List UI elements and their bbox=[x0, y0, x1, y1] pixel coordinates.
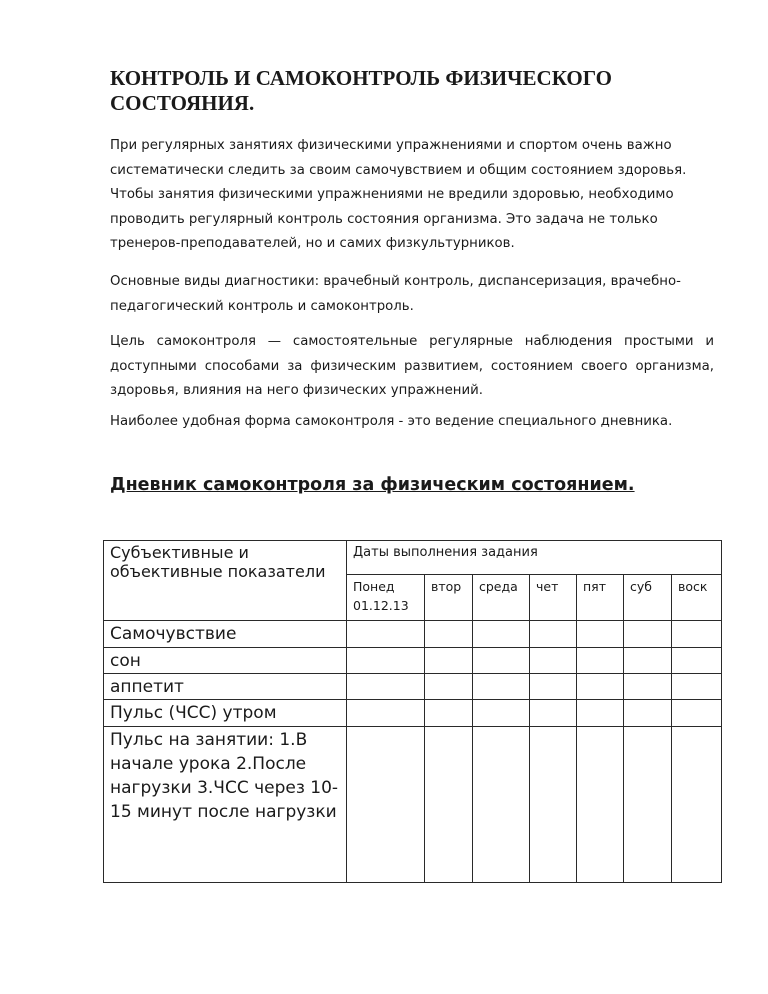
table-cell bbox=[347, 621, 425, 648]
table-cell bbox=[530, 674, 577, 700]
day-label: втор bbox=[431, 579, 462, 594]
table-cell bbox=[672, 727, 722, 883]
header-indicators: Субъективные и объективные показатели bbox=[104, 541, 347, 621]
table-cell bbox=[425, 621, 473, 648]
table-cell bbox=[473, 648, 530, 674]
day-header-tue bbox=[425, 575, 473, 621]
table-cell bbox=[577, 727, 624, 883]
indicator-morning-pulse: Пульс (ЧСС) утром bbox=[104, 700, 347, 727]
table-cell bbox=[347, 727, 425, 883]
indicator-workout-pulse: Пульс на занятии: 1.В начале урока 2.После нагрузки 3.ЧСС через 10-15 минут после нагрузки bbox=[104, 727, 347, 883]
indicator-wellbeing: Самочувствие bbox=[104, 621, 347, 648]
table-cell bbox=[624, 727, 672, 883]
day-date: 01.12.13 bbox=[353, 598, 409, 613]
table-cell bbox=[624, 674, 672, 700]
table-row bbox=[104, 727, 722, 883]
table-cell bbox=[425, 674, 473, 700]
table-cell bbox=[530, 621, 577, 648]
table-header-row bbox=[104, 541, 722, 575]
table-cell bbox=[530, 700, 577, 727]
day-label: Понед bbox=[353, 579, 395, 594]
table-cell bbox=[347, 700, 425, 727]
day-header-fri bbox=[577, 575, 624, 621]
table-cell bbox=[347, 674, 425, 700]
day-header-sat bbox=[624, 575, 672, 621]
table-cell bbox=[672, 621, 722, 648]
paragraph-goal: Цель самоконтроля — самостоятельные регулярные наблюдения простыми и доступными способами за физическим развитием, состоянием своего организма, здоровья, влияния на него физических упражнений. bbox=[110, 334, 714, 398]
page-title: КОНТРОЛЬ И САМОКОНТРОЛЬ ФИЗИЧЕСКОГО СОСТОЯНИЯ. bbox=[110, 66, 612, 115]
table-cell bbox=[425, 648, 473, 674]
table-cell bbox=[473, 621, 530, 648]
table-cell bbox=[473, 727, 530, 883]
table-cell bbox=[347, 648, 425, 674]
paragraph-diagnostics: Основные виды диагностики: врачебный контроль, диспансеризация, врачебно-педагогический контроль и самоконтроль. bbox=[110, 274, 681, 314]
day-header-thu bbox=[530, 575, 577, 621]
indicator-appetite: аппетит bbox=[104, 674, 347, 700]
table-cell bbox=[577, 648, 624, 674]
table-cell bbox=[425, 700, 473, 727]
day-label: чет bbox=[536, 579, 559, 594]
diary-table bbox=[103, 540, 722, 883]
table-cell bbox=[530, 648, 577, 674]
table-cell bbox=[425, 727, 473, 883]
table-cell bbox=[672, 674, 722, 700]
indicator-sleep: сон bbox=[104, 648, 347, 674]
day-header-wed bbox=[473, 575, 530, 621]
table-cell bbox=[473, 700, 530, 727]
table-cell bbox=[577, 674, 624, 700]
table-cell bbox=[672, 700, 722, 727]
paragraph-intro: При регулярных занятиях физическими упражнениями и спортом очень важно систематически следить за своим самочувствием и общим состоянием здоровья. Чтобы занятия физическими упражнениями не вредили здоровью, необходимо проводить регулярный контроль состояния организма. Это задача не только тренеров-преподавателей, но и самих физкультурников. bbox=[110, 138, 687, 251]
table-cell bbox=[530, 727, 577, 883]
table-row bbox=[104, 700, 722, 727]
table-cell bbox=[577, 621, 624, 648]
table-cell bbox=[624, 700, 672, 727]
table-cell bbox=[473, 674, 530, 700]
table-row bbox=[104, 621, 722, 648]
day-header-mon bbox=[347, 575, 425, 621]
day-label: суб bbox=[630, 579, 652, 594]
day-label: пят bbox=[583, 579, 606, 594]
day-label: среда bbox=[479, 579, 518, 594]
table-cell bbox=[624, 621, 672, 648]
table-row bbox=[104, 674, 722, 700]
header-dates: Даты выполнения задания bbox=[347, 541, 722, 575]
paragraph-diary-form: Наиболее удобная форма самоконтроля - это ведение специального дневника. bbox=[110, 414, 673, 429]
day-label: воск bbox=[678, 579, 708, 594]
table-row bbox=[104, 648, 722, 674]
table-cell bbox=[577, 700, 624, 727]
table-cell bbox=[672, 648, 722, 674]
table-cell bbox=[624, 648, 672, 674]
diary-title: Дневник самоконтроля за физическим состоянием. bbox=[110, 475, 635, 495]
day-header-sun bbox=[672, 575, 722, 621]
